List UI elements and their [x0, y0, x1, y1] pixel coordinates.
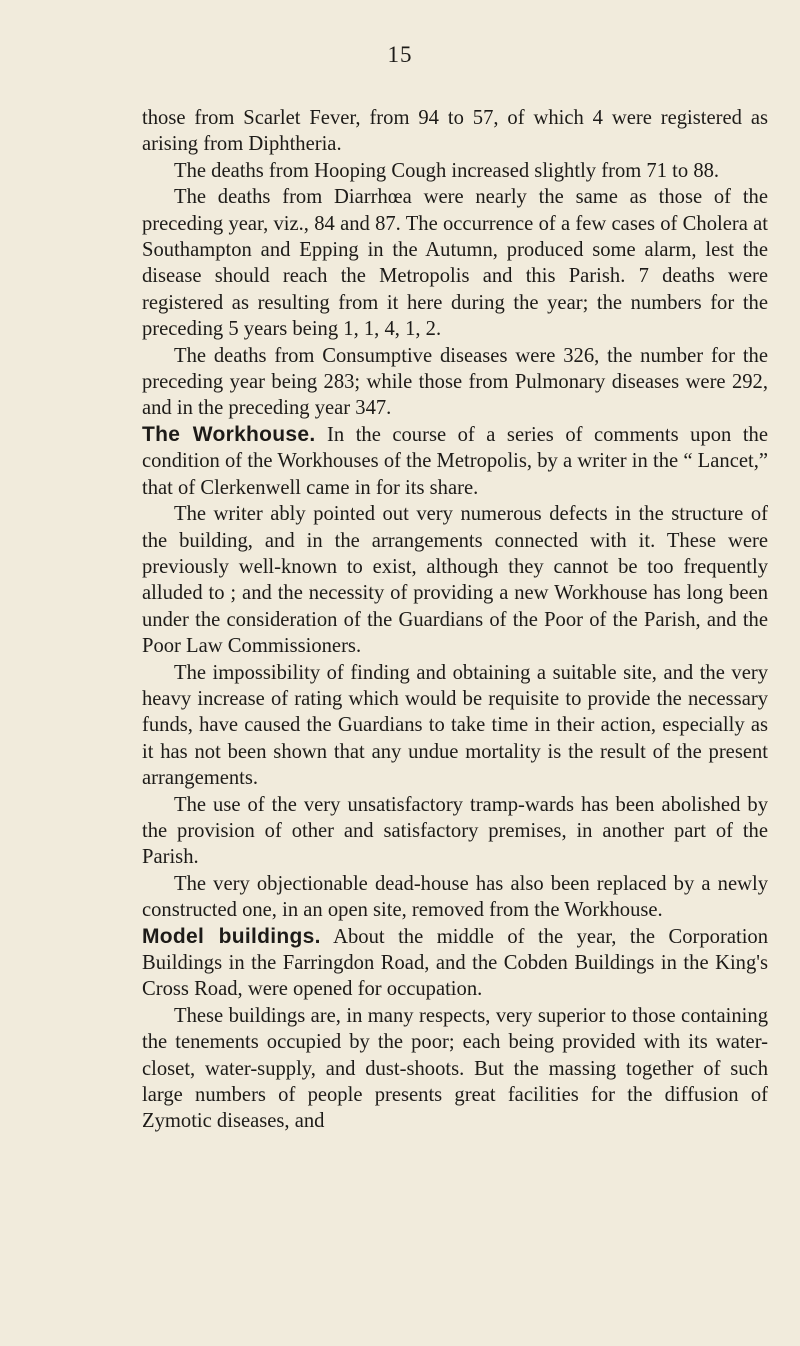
body-text	[142, 105, 768, 1135]
paragraph-model-buildings-text: About the middle of the year, the Corporation Buildings in the Farringdon Road, and the Cobden Buildings in the King's Cross Road, were opened for occupation.	[142, 925, 769, 1001]
paragraph-site: The impossibility of finding and obtaining a suitable site, and the very heavy increase of rating which would be requisite to provide the necessary funds, have caused the Guardians to take time in their action, especially as it has not been shown that any undue mortality is the result of the present arrangements.	[142, 661, 768, 790]
paragraph-defects: The writer ably pointed out very numerous defects in the structure of the building, and in the arrangements connected with it. These were previously well-known to exist, although they cannot be too frequently alluded to ; and the necessity of providing a new Workhouse has long been under the consideration of the Guardians of the Poor of the Parish, and the Poor Law Commissioners.	[142, 503, 768, 658]
section-heading-model-buildings: Model buildings.	[142, 924, 321, 948]
paragraph-workhouse	[142, 422, 768, 501]
paragraph-scarlet-fever: those from Scarlet Fever, from 94 to 57, of which 4 were registered as arising from Diphtheria.	[142, 107, 768, 156]
paragraph-model-buildings	[142, 924, 768, 1003]
page-number: 15	[387, 42, 413, 67]
paragraph-hooping-cough: The deaths from Hooping Cough increased slightly from 71 to 88.	[174, 159, 720, 182]
paragraph-consumptive: The deaths from Consumptive diseases were 326, the number for the preceding year being 283; while those from Pulmonary diseases were 292, and in the preceding year 347.	[142, 344, 768, 420]
paragraph-dead-house: The very objectionable dead-house has also been replaced by a newly constructed one, in an open site, removed from the Workhouse.	[142, 872, 768, 922]
section-heading-workhouse: The Workhouse.	[142, 422, 316, 446]
paragraph-workhouse-text: In the course of a series of comments upon the condition of the Workhouses of the Metropolis, by a writer in the “ Lancet,” that of Clerkenwell came in for its share.	[142, 423, 768, 499]
paragraph-buildings-superior: These buildings are, in many respects, very superior to those containing the tenements occupied by the poor; each being provided with its water-closet, water-supply, and dust-shoots. But the massing together of such large numbers of people presents great facilities for the diffusion of Zymotic diseases, and	[142, 1004, 768, 1133]
paragraph-diarrhoea: The deaths from Diarrhœa were nearly the same as those of the preceding year, viz., 84 and 87. The occurrence of a few cases of Cholera at Southampton and Epping in the Autumn, produced some alarm, lest the disease should reach the Metropolis and this Parish. 7 deaths were registered as resulting from it here during the year; the numbers for the preceding 5 years being 1, 1, 4, 1, 2.	[142, 186, 768, 341]
paragraph-tramp-wards: The use of the very unsatisfactory tramp-wards has been abolished by the provision of other and satisfactory premises, in another part of the Parish.	[142, 793, 768, 869]
